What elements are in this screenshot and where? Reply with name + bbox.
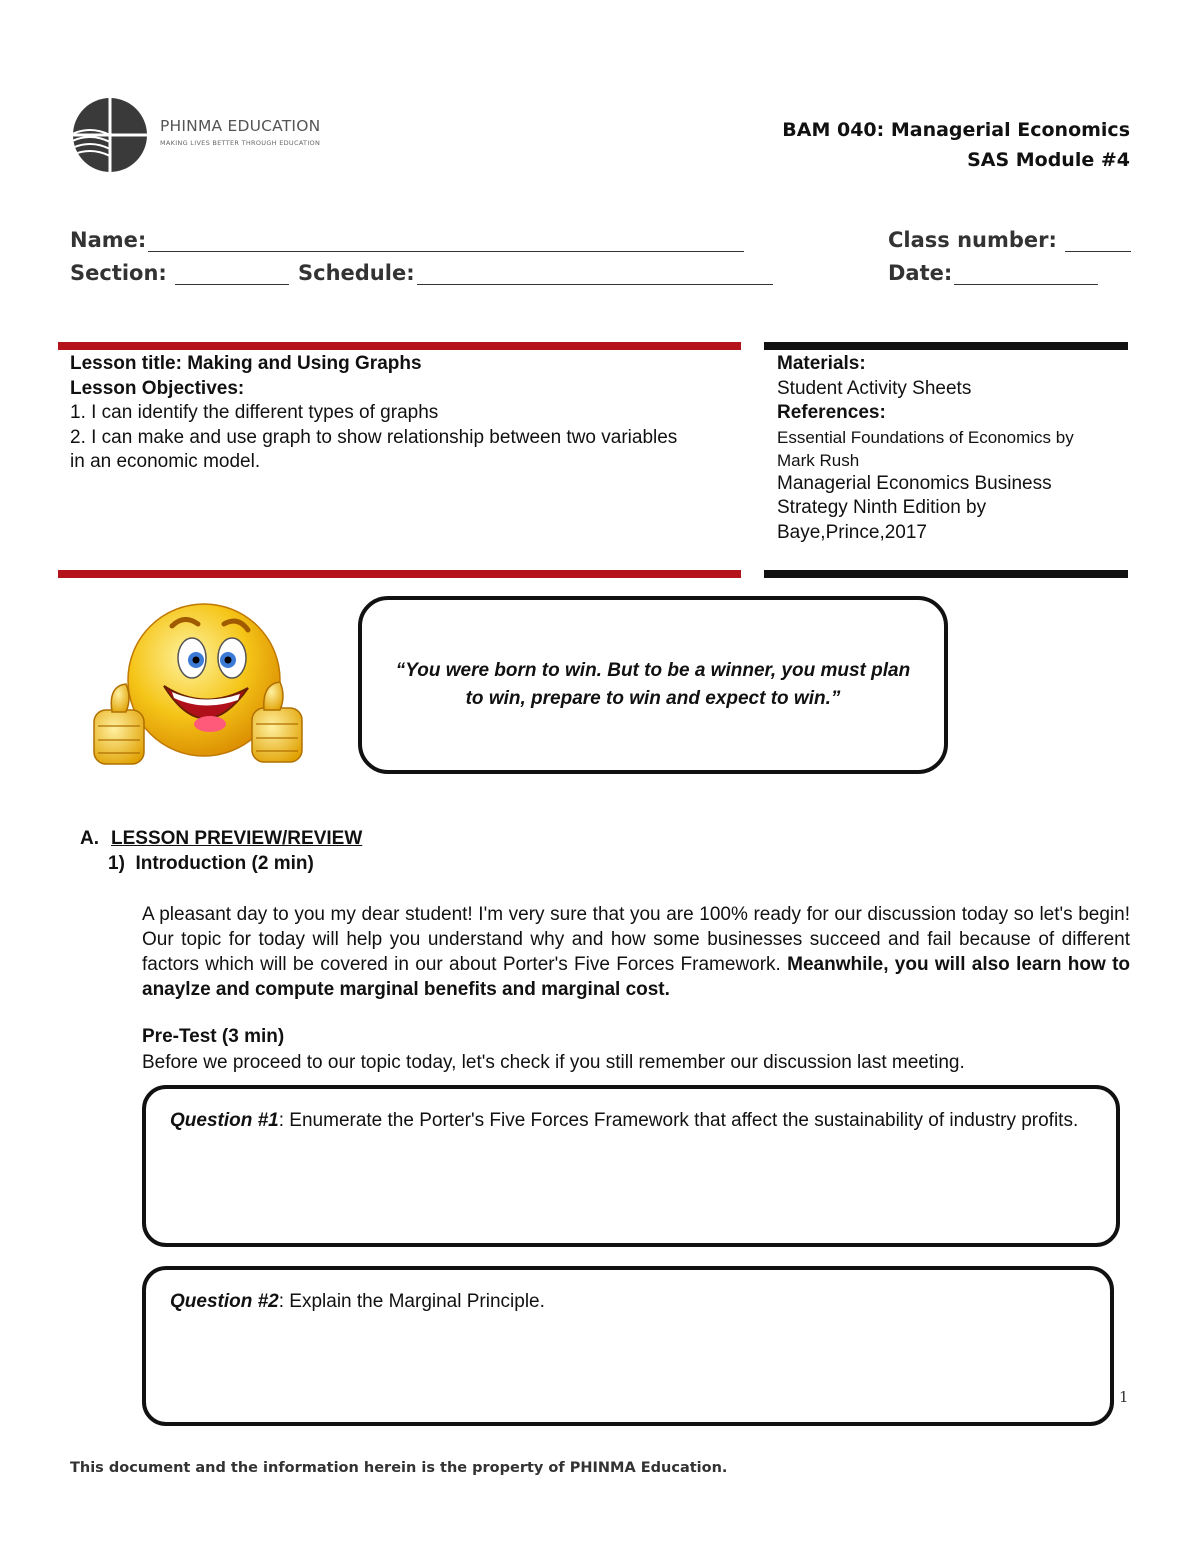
logo-tagline: MAKING LIVES BETTER THROUGH EDUCATION [160, 139, 321, 147]
phinma-logo [70, 95, 340, 175]
course-header [782, 115, 1130, 175]
logo-name: PHINMA EDUCATION [160, 117, 321, 135]
reference-2: Managerial Economics Business Strategy Ninth Edition by Baye,Prince,2017 [777, 472, 1052, 543]
pretest-instructions: Before we proceed to our topic today, let's check if you still remember our discussion last meeting. [142, 1052, 965, 1073]
schedule-label: Schedule: [298, 261, 415, 285]
section-letter: A. [80, 828, 99, 849]
thumbs-up-smiley-icon [92, 600, 312, 775]
objectives-label: Lesson Objectives: [70, 377, 245, 399]
section-field[interactable] [70, 261, 289, 285]
question-1-answer-box[interactable] [142, 1085, 1120, 1247]
name-label: Name: [70, 228, 147, 252]
page-number: 1 [1119, 1388, 1129, 1406]
motivational-quote-box [358, 596, 948, 774]
section-label: Section: [70, 261, 167, 285]
lesson-info [70, 352, 730, 475]
class-number-label: Class number: [888, 228, 1057, 252]
motivational-quote: “You were born to win. But to be a winner, you must plan to win, prepare to win and expect to win.” [395, 660, 911, 709]
date-label: Date: [888, 261, 953, 285]
references-label: References: [777, 402, 886, 423]
question-1-prompt: Question #1: Enumerate the Porter's Five Forces Framework that affect the sustainability of industry profits. [170, 1110, 1079, 1131]
section-title: LESSON PREVIEW/REVIEW [111, 828, 363, 849]
introduction-heading: 1) Introduction (2 min) [108, 853, 314, 874]
course-title: BAM 040: Managerial Economics [782, 119, 1130, 141]
materials-label: Materials: [777, 353, 866, 374]
divider-top-right [764, 342, 1128, 350]
question-2-answer-box[interactable] [142, 1266, 1114, 1426]
module-number: SAS Module #4 [967, 149, 1130, 171]
divider-bottom-right [764, 570, 1128, 578]
schedule-field[interactable] [298, 261, 773, 285]
reference-1: Essential Foundations of Economics by Mark Rush [777, 427, 1074, 470]
question-2-prompt: Question #2: Explain the Marginal Principle. [170, 1291, 545, 1312]
divider-bottom-left [58, 570, 741, 578]
class-number-field[interactable] [888, 228, 1131, 252]
objective-2: 2. I can make and use graph to show relationship between two variables in an economic model. [70, 426, 678, 472]
section-a-heading [80, 828, 362, 850]
lesson-title: Lesson title: Making and Using Graphs [70, 353, 422, 374]
name-field[interactable] [70, 228, 744, 252]
divider-top-left [58, 342, 741, 350]
introduction-paragraph: A pleasant day to you my dear student! I'm very sure that you are 100% ready for our discussion today so let's begin! Our topic for today will help you understand why and how some businesses succeed and fail because of different factors which will be covered in our about Porter's Five Forces Framework. Meanwhile, you will also learn how to anaylze and compute marginal benefits and marginal cost. [142, 904, 1131, 1000]
footer-notice: This document and the information herein is the property of PHINMA Education. [70, 1460, 728, 1476]
objective-1: 1. I can identify the different types of graphs [70, 402, 439, 423]
pretest-heading: Pre-Test (3 min) [142, 1026, 285, 1047]
materials-value: Student Activity Sheets [777, 377, 972, 399]
date-field[interactable] [888, 261, 1098, 285]
materials-info [777, 352, 1137, 545]
